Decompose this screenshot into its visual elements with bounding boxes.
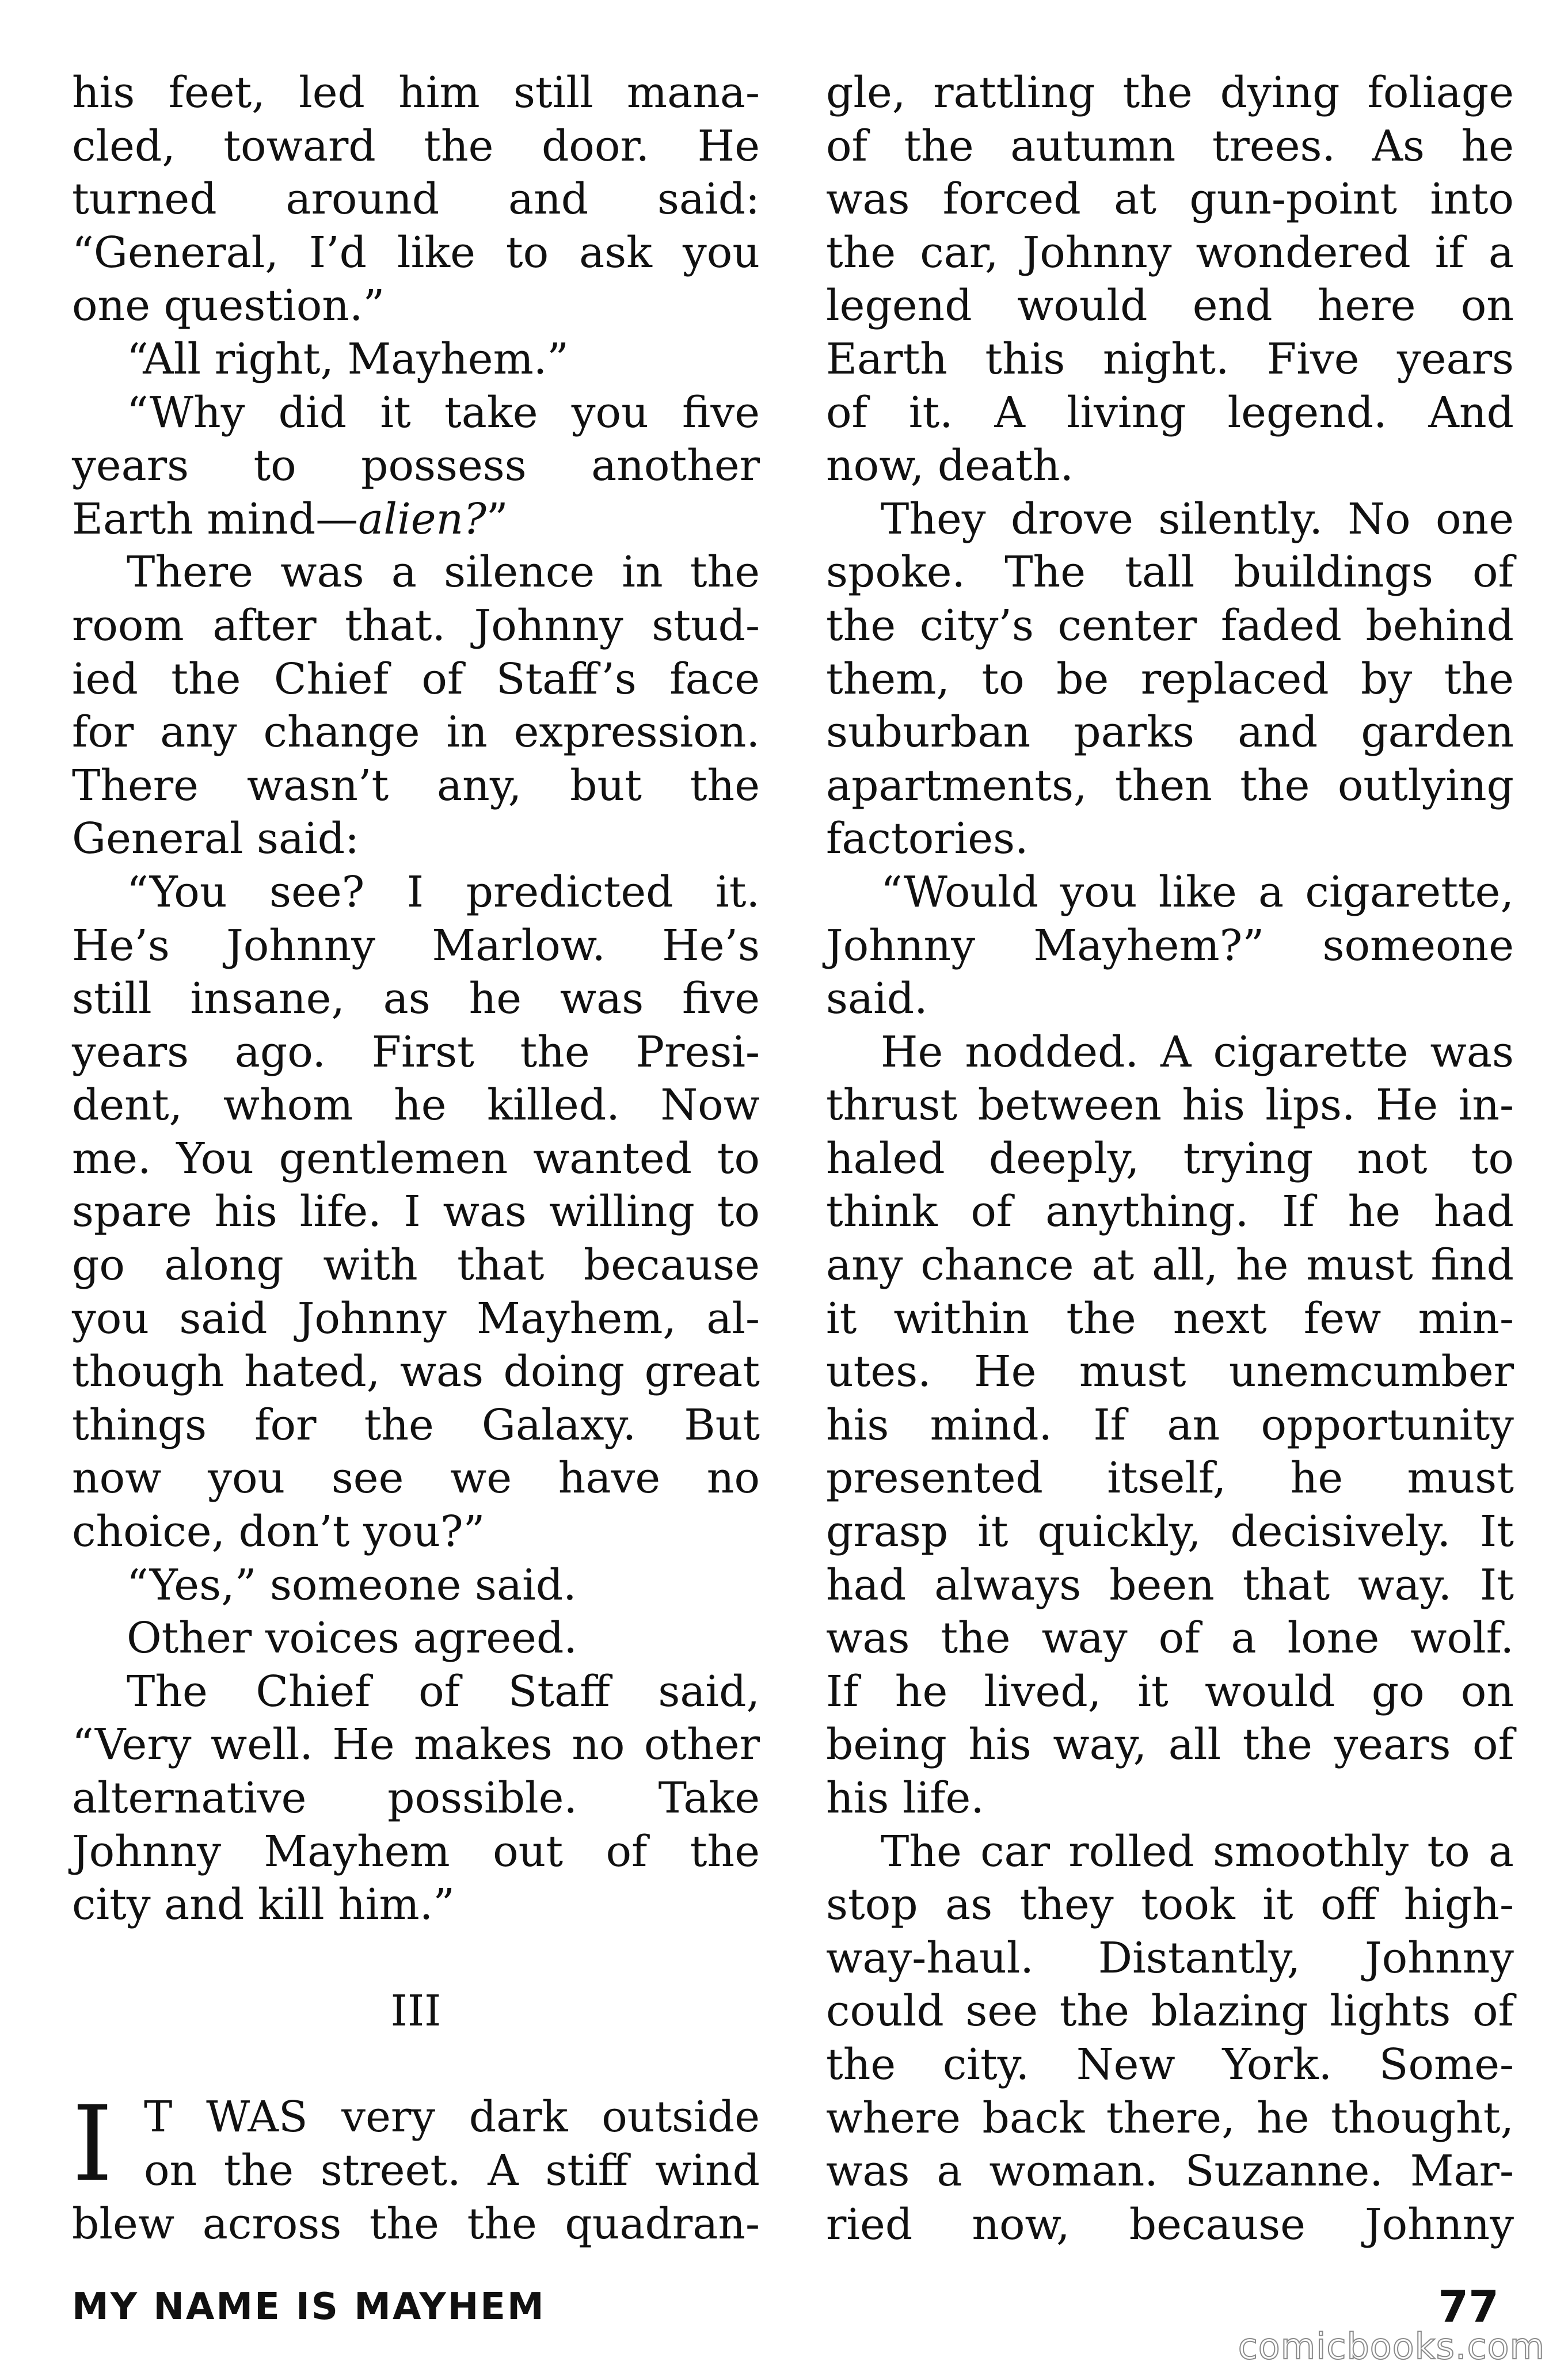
- text-fragment: Earth mind—: [72, 494, 359, 544]
- text-line: grasp it quickly, decisively. It: [826, 1507, 1514, 1557]
- text-line: suburban parks and garden: [826, 707, 1514, 757]
- text-line: Johnny Mayhem out of the: [72, 1826, 760, 1876]
- paragraph: [72, 1559, 760, 1612]
- text-line: you said Johnny Mayhem, al-: [72, 1293, 760, 1343]
- text-line: think of anything. If he had: [826, 1187, 1514, 1237]
- text-line: way-haul. Distantly, Johnny: [826, 1933, 1514, 1983]
- text-line: had always been that way. It: [826, 1560, 1514, 1610]
- text-line: cled, toward the door. He: [72, 121, 760, 171]
- text-line: the car, Johnny wondered if a: [826, 227, 1514, 277]
- text-line: alternative possible. Take: [72, 1773, 760, 1823]
- text-line: his life.: [826, 1773, 984, 1823]
- text-line: gle, rattling the dying foliage: [826, 68, 1514, 117]
- paragraph: [826, 1026, 1514, 1825]
- text-line: stop as they took it off high-: [826, 1880, 1514, 1930]
- text-line: though hated, was doing great: [72, 1347, 760, 1397]
- paragraph: [72, 66, 760, 333]
- text-line: years ago. First the Presi-: [72, 1027, 760, 1077]
- text-line: his mind. If an opportunity: [826, 1400, 1514, 1450]
- paragraph: [72, 333, 760, 386]
- text-line: “Very well. He makes no other: [72, 1720, 760, 1770]
- text-line: presented itself, he must: [826, 1453, 1514, 1503]
- text-line: haled deeply, trying not to: [826, 1133, 1514, 1183]
- text-line: Other voices agreed.: [127, 1613, 577, 1663]
- text-fragment: ”: [486, 494, 508, 544]
- text-line: He nodded. A cigarette was: [881, 1027, 1514, 1077]
- paragraph: [826, 1825, 1514, 2252]
- paragraph: [72, 2084, 760, 2251]
- text-line: Johnny Mayhem?” someone: [826, 920, 1514, 970]
- text-line: now you see we have no: [72, 1453, 760, 1503]
- text-line: dent, whom he killed. Now: [72, 1080, 760, 1130]
- text-line: room after that. Johnny stud-: [72, 600, 760, 650]
- text-line: one question.”: [72, 281, 385, 331]
- text-line: choice, don’t you?”: [72, 1507, 485, 1557]
- text-line: where back there, he thought,: [826, 2093, 1514, 2143]
- text-line: still insane, as he was five: [72, 974, 760, 1024]
- text-line: “Yes,” someone said.: [127, 1560, 577, 1610]
- page-number: 77: [1438, 2281, 1499, 2332]
- text-line: on the street. A stiff wind: [144, 2145, 760, 2195]
- text-line: ried now, because Johnny: [826, 2199, 1514, 2249]
- text-line: utes. He must unemcumber: [826, 1347, 1514, 1397]
- watermark: comicbooks.com: [1238, 2325, 1545, 2367]
- section-heading: III: [390, 1986, 442, 2036]
- paragraph: [72, 386, 760, 546]
- text-line: of the autumn trees. As he: [826, 121, 1514, 171]
- paragraph: [72, 1612, 760, 1665]
- text-line: things for the Galaxy. But: [72, 1400, 760, 1450]
- text-line: He’s Johnny Marlow. He’s: [72, 920, 760, 970]
- text-line: could see the blazing lights of: [826, 1986, 1514, 2036]
- text-line: said.: [826, 974, 928, 1024]
- text-line: for any change in expression.: [72, 707, 760, 757]
- text-line: blew across the the quadran-: [72, 2199, 760, 2249]
- paragraph: [826, 866, 1514, 1026]
- text-line: turned around and said:: [72, 174, 760, 224]
- text-line: the city’s center faded behind: [826, 600, 1514, 650]
- drop-cap: I: [72, 2084, 113, 2205]
- left-column: [72, 66, 760, 2251]
- text-line: city and kill him.”: [72, 1880, 455, 1930]
- italic-word: alien?: [358, 494, 486, 544]
- paragraph: [72, 546, 760, 866]
- text-line: me. You gentlemen wanted to: [72, 1133, 760, 1183]
- running-title: MY NAME IS MAYHEM: [72, 2286, 546, 2328]
- right-column: [826, 66, 1514, 2251]
- text-line: General said:: [72, 814, 360, 864]
- text-line: “All right, Mayhem.”: [127, 334, 569, 384]
- text-line: go along with that because: [72, 1240, 760, 1290]
- text-line: factories.: [826, 814, 1029, 864]
- text-line: it within the next few min-: [826, 1293, 1514, 1343]
- text-line: The Chief of Staff said,: [127, 1666, 760, 1716]
- text-line: ied the Chief of Staff’s face: [72, 654, 760, 704]
- text-line: T WAS very dark outside: [144, 2092, 760, 2142]
- text-line: “Why did it take you five: [127, 387, 760, 437]
- text-line: thrust between his lips. He in-: [826, 1080, 1514, 1130]
- text-line: of it. A living legend. And: [826, 387, 1514, 437]
- text-line: The car rolled smoothly to a: [881, 1826, 1514, 1876]
- text-line: now, death.: [826, 441, 1074, 491]
- paragraph: [72, 866, 760, 1559]
- text-line: being his way, all the years of: [826, 1720, 1514, 1770]
- text-line: There wasn’t any, but the: [72, 760, 760, 810]
- text-line: the city. New York. Some-: [826, 2039, 1514, 2089]
- paragraph: [72, 1665, 760, 1932]
- text-line: years to possess another: [72, 441, 760, 491]
- text-line: spoke. The tall buildings of: [826, 547, 1514, 597]
- text-line: legend would end here on: [826, 281, 1514, 331]
- text-line: “You see? I predicted it.: [127, 867, 760, 917]
- text-line: “Would you like a cigarette,: [881, 867, 1514, 917]
- text-line: was the way of a lone wolf.: [826, 1613, 1514, 1663]
- text-line: There was a silence in the: [127, 547, 760, 597]
- text-line: was a woman. Suzanne. Mar-: [826, 2146, 1514, 2196]
- text-line: “General, I’d like to ask you: [72, 227, 760, 277]
- text-line: spare his life. I was willing to: [72, 1187, 760, 1237]
- text-line: his feet, led him still mana-: [72, 68, 760, 117]
- paragraph: [826, 66, 1514, 493]
- text-line: They drove silently. No one: [881, 494, 1514, 544]
- text-line: was forced at gun-point into: [826, 174, 1514, 224]
- text-line: any chance at all, he must find: [826, 1240, 1514, 1290]
- text-line: them, to be replaced by the: [826, 654, 1514, 704]
- text-line: [72, 493, 760, 546]
- text-line: Earth this night. Five years: [826, 334, 1514, 384]
- text-line: If he lived, it would go on: [826, 1666, 1514, 1716]
- text-line: apartments, then the outlying: [826, 760, 1514, 810]
- paragraph: [826, 493, 1514, 866]
